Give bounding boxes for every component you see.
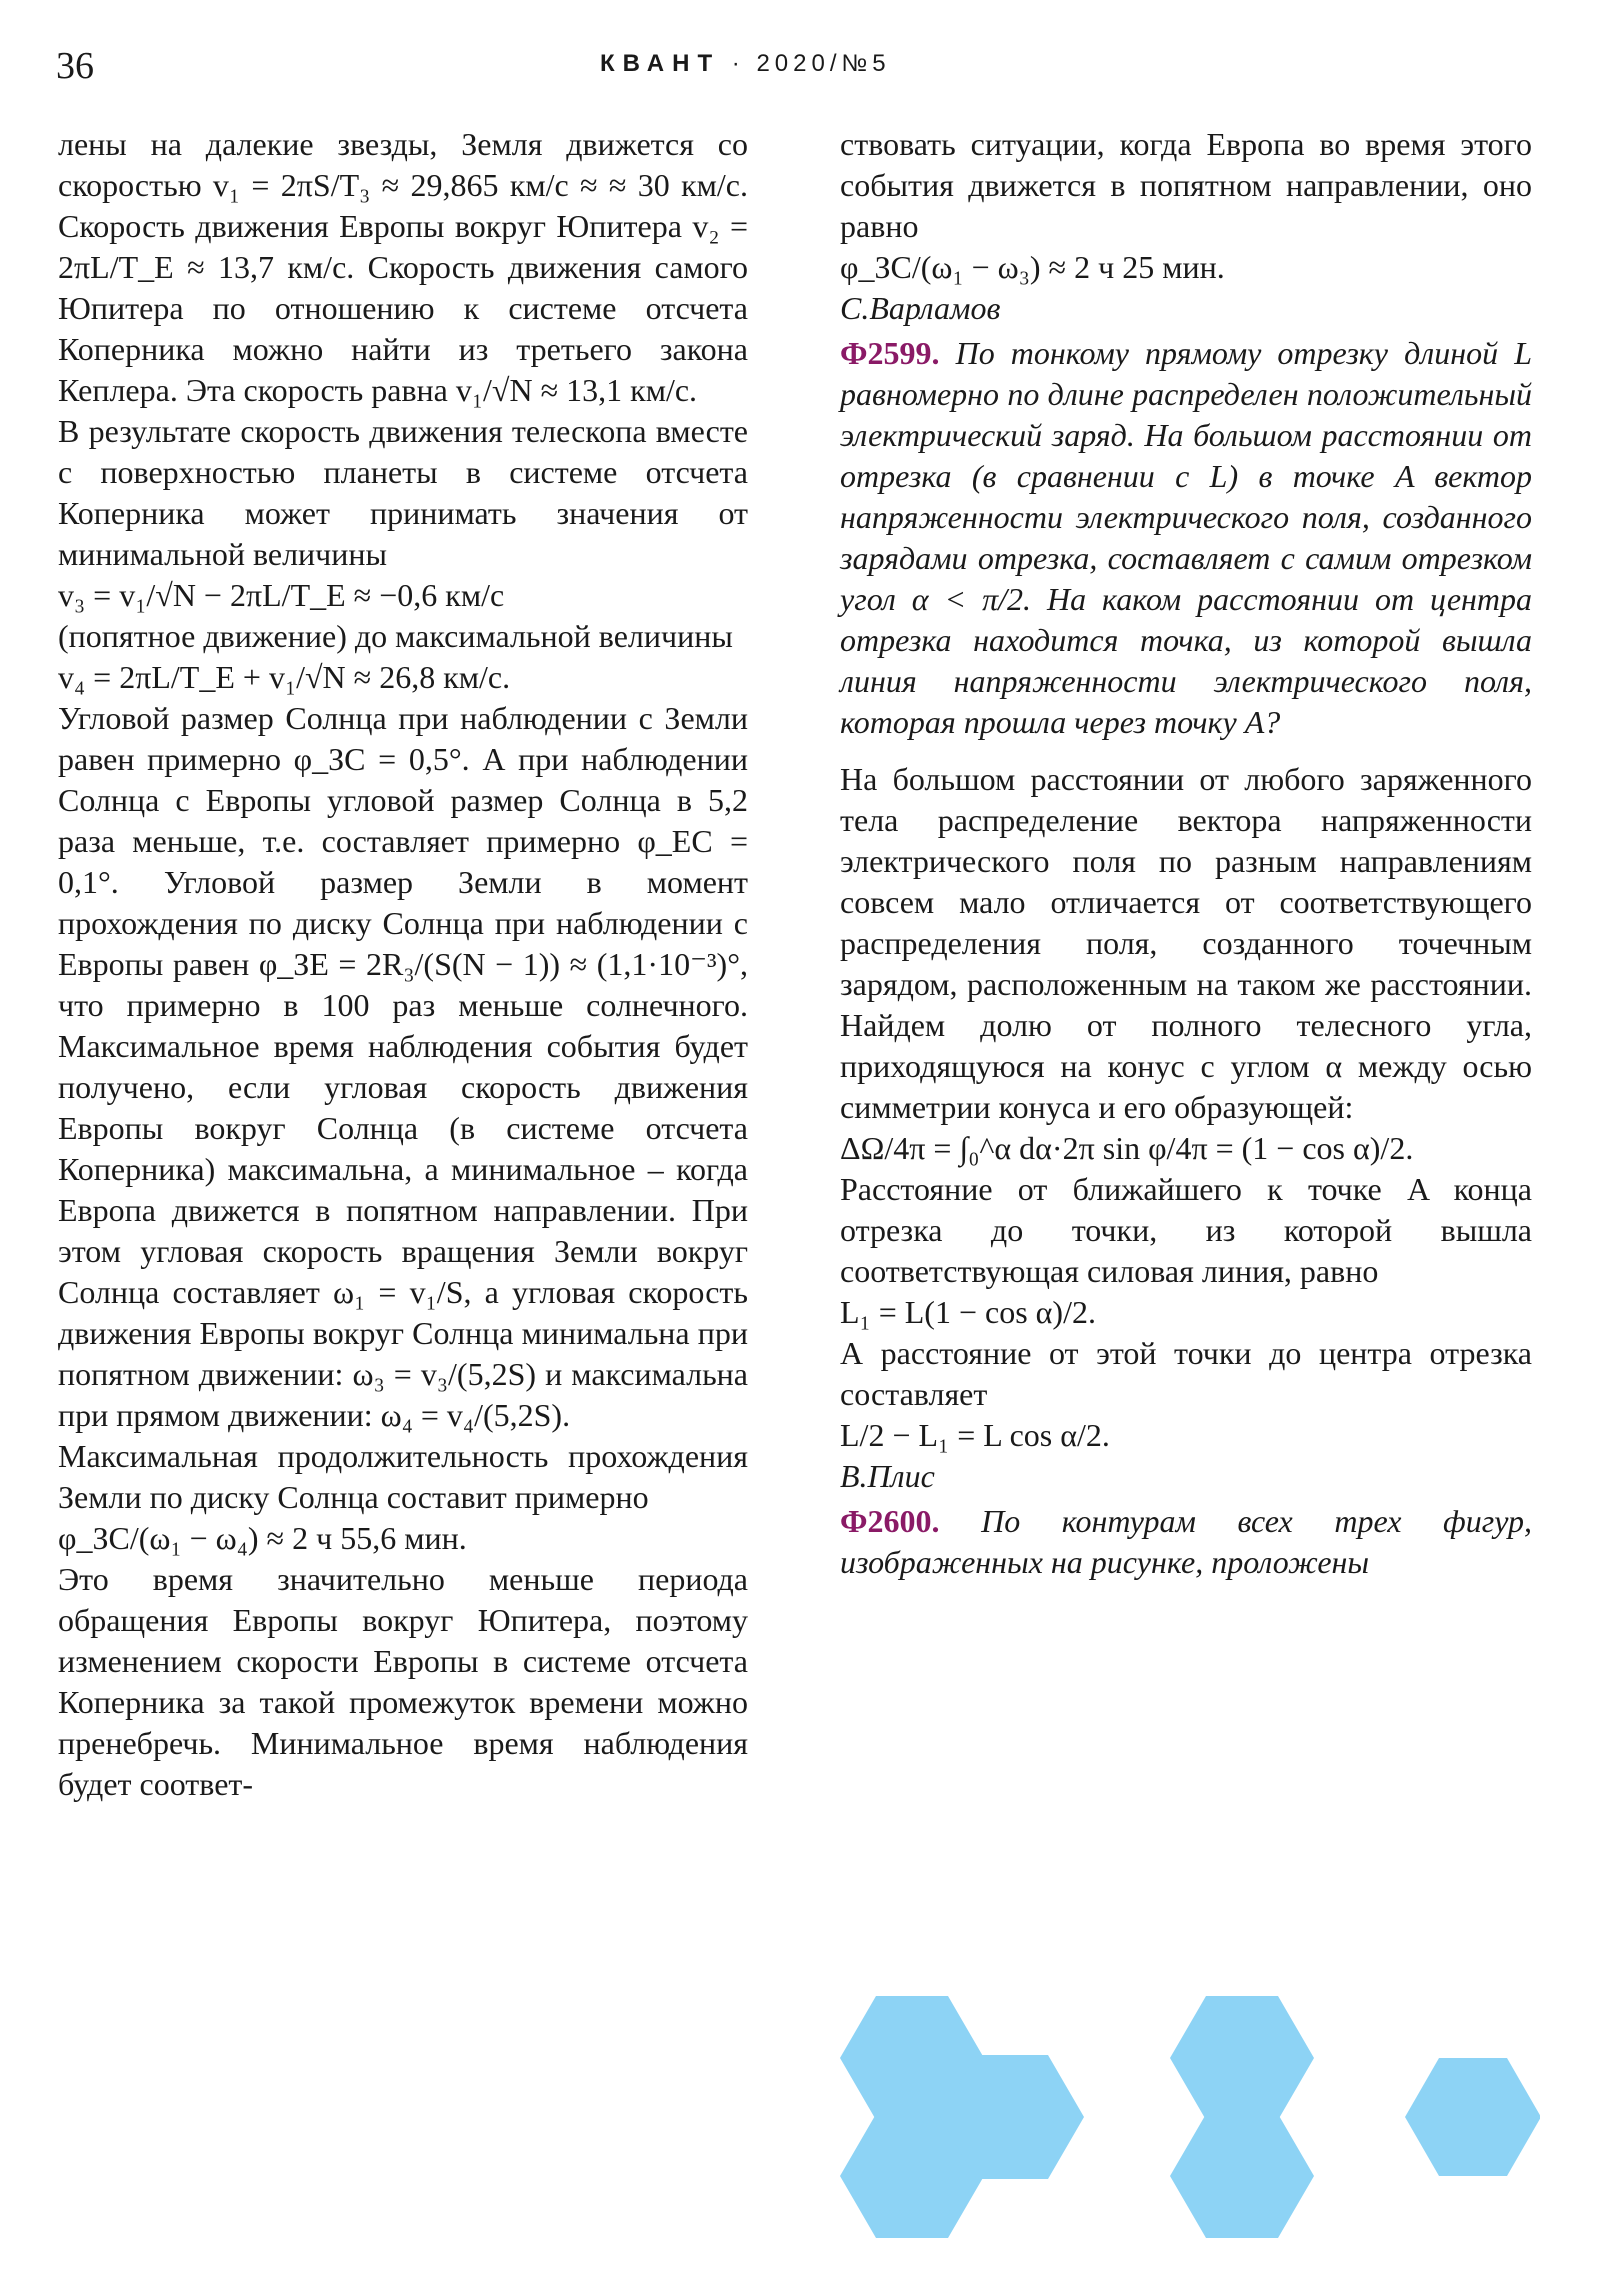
paragraph: А расстояние от этой точки до центра отрезка составляет [840,1335,1532,1412]
formula: v₄ = 2πL/T_E + v₁/√N ≈ 26,8 км/с. [58,659,511,695]
figure-single-hexagon [1405,2058,1540,2176]
problem-text: По контурам всех трех фигур, изображенных на рисунке, проложены [840,1503,1533,1580]
problem-statement [840,1501,1532,1583]
problem-text: По тонкому прямому отрезку длиной L равномерно по длине распределен положительный электрический заряд. На большом расстоянии от отрезка (в сравнении с L) в точке A вектор напряженности электрического поля, созданного зарядами отрезка, составляет с самим отрезком угол α < π/2. На каком расстоянии от центра отрезка находится точка, из которой вышла линия напряженности электрического поля, которая прошла через точку A? [840,335,1533,740]
left-column [58,124,748,1805]
hexagon-figure-svg [840,1986,1540,2286]
figure-triple-hexagon [840,1996,1084,2238]
formula: ΔΩ/4π = ∫₀^α dα·2π sin φ/4π = (1 − cos α)/2. [840,1130,1414,1166]
formula: L₁ = L(1 − cos α)/2. [840,1294,1096,1330]
author-signature: В.Плис [840,1458,935,1494]
hexagon [1170,2114,1314,2238]
paragraph: Максимальная продолжительность прохождения Земли по диску Солнца составит примерно [58,1438,748,1515]
paragraph: лены на далекие звезды, Земля движется со скоростью v₁ = 2πS/T₃ ≈ 29,865 км/с ≈ ≈ 30 км/с. Скорость движения Европы вокруг Юпитера v₂ = 2πL/T_E ≈ 13,7 км/с. Скорость движения самого Юпитера по отношению к системе отсчета Коперника можно найти из третьего закона Кеплера. Эта скорость равна v₁/√N ≈ 13,1 км/с. [58,126,748,408]
issue-number: 2020/№5 [756,50,891,77]
page-number: 36 [56,45,94,87]
paragraph: Расстояние от ближайшего к точке A конца отрезка до точки, из которой вышла соответствующая силовая линия, равно [840,1171,1532,1289]
right-column [840,124,1532,1583]
formula: φ_ЗС/(ω₁ − ω₃) ≈ 2 ч 25 мин. [840,249,1225,285]
formula: φ_ЗС/(ω₁ − ω₄) ≈ 2 ч 55,6 мин. [58,1520,467,1556]
problem-id: Ф2599. [840,335,940,371]
problem-statement [840,333,1532,743]
journal-title: КВАНТ [600,50,721,77]
paragraph: Это время значительно меньше периода обращения Европы вокруг Юпитера, поэтому изменением скорости Европы в системе отсчета Коперника за такой промежуток времени можно пренебречь. Минимальное время наблюдения будет соответ- [58,1561,748,1802]
problem-id: Ф2600. [840,1503,940,1539]
formula: v₃ = v₁/√N − 2πL/T_E ≈ −0,6 км/с [58,577,505,613]
header-separator: · [731,50,745,77]
hexagon-figures [840,1986,1540,2291]
paragraph: ствовать ситуации, когда Европа во время этого события движется в попятном направлении, оно равно [840,126,1532,244]
figure-double-hexagon [1170,1996,1314,2238]
hexagon [1170,1996,1314,2120]
formula: L/2 − L₁ = L cos α/2. [840,1417,1110,1453]
author-signature: С.Варламов [840,290,1001,326]
paragraph: На большом расстоянии от любого заряженного тела распределение вектора напряженности электрического поля по разным направлениям совсем мало отличается от соответствующего распределения поля, созданного точечным зарядом, расположенным на таком же расстоянии. Найдем долю от полного телесного угла, приходящуюся на конус с углом α между осью симметрии конуса и его образующей: [840,761,1532,1125]
paragraph: (попятное движение) до максимальной величины [58,618,733,654]
paragraph: В результате скорость движения телескопа вместе с поверхностью планеты в системе отсчета Коперника может принимать значения от минимальной величины [58,413,748,572]
running-header [600,50,891,78]
paragraph: Угловой размер Солнца при наблюдении с Земли равен примерно φ_ЗС = 0,5°. А при наблюдении Солнца с Европы угловой размер Солнца в 5,2 раза меньше, т.е. составляет примерно φ_ЕС = 0,1°. Угловой размер Земли в момент прохождения по диску Солнца при наблюдении с Европы равен φ_ЗЕ = 2R₃/(S(N − 1)) ≈ (1,1·10⁻³)°, что примерно в 100 раз меньше солнечного. Максимальное время наблюдения события будет получено, если угловая скорость движения Европы вокруг Солнца (в системе отсчета Коперника) максимальна, а минимальное – когда Европа движется в попятном направлении. При этом угловая скорость вращения Земли вокруг Солнца составляет ω₁ = v₁/S, а угловая скорость движения Европы вокруг Солнца минимальна при попятном движении: ω₃ = v₃/(5,2S) и максимальна при прямом движении: ω₄ = v₄/(5,2S). [58,700,748,1433]
hexagon [1405,2058,1540,2176]
